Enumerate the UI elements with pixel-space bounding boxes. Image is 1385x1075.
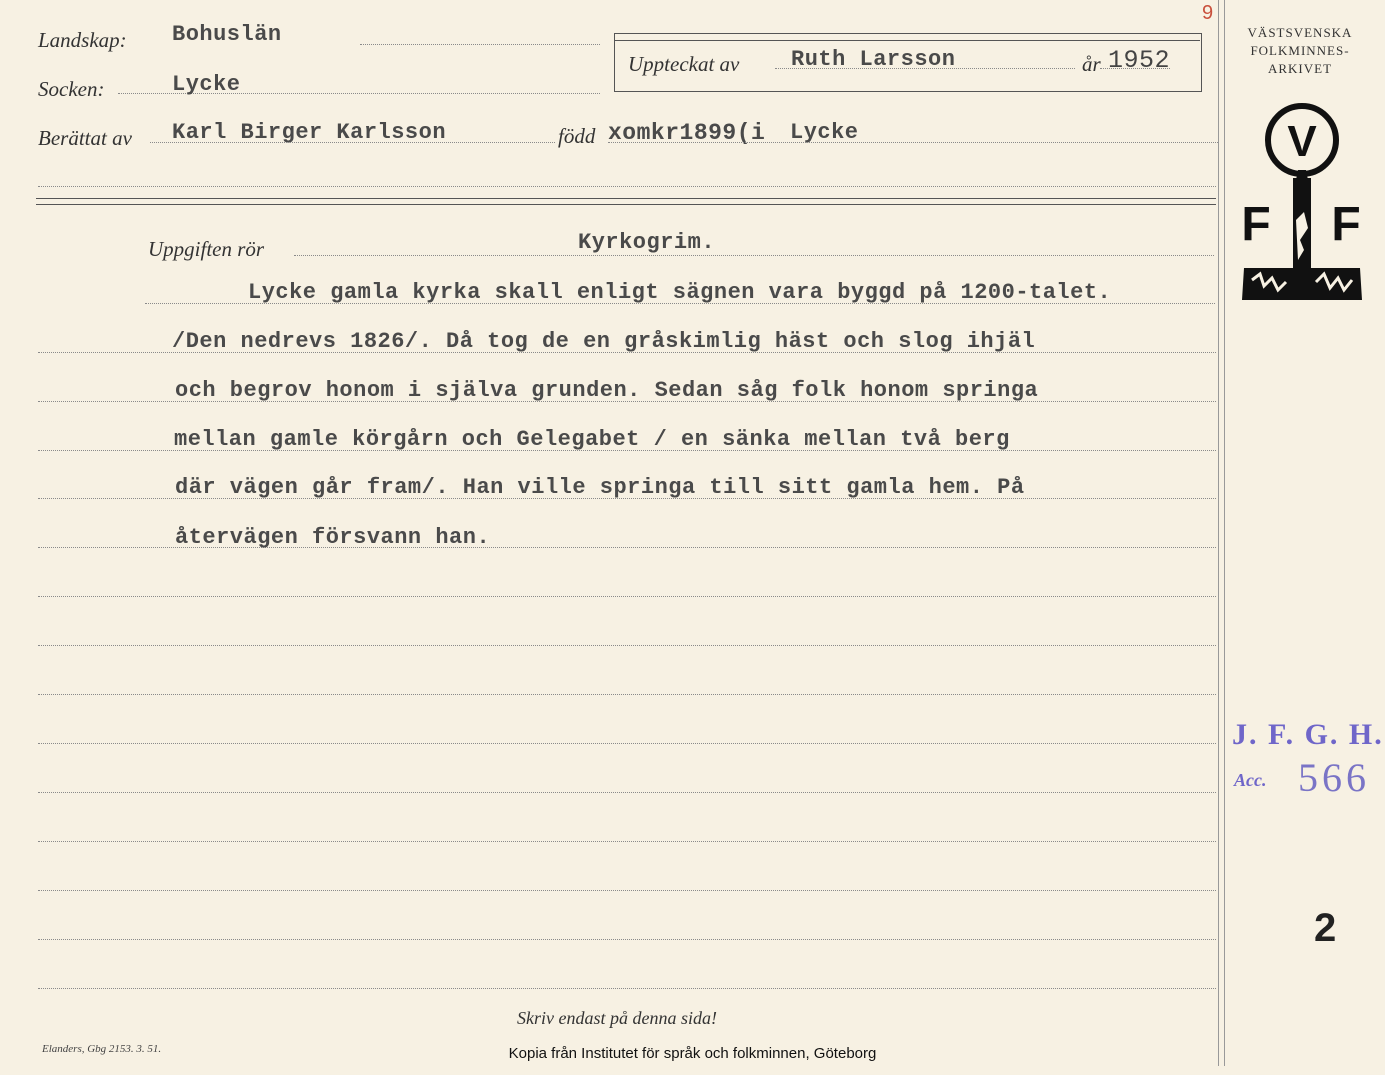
logo-letter-f-right: F — [1331, 198, 1361, 251]
page-number: 2 — [1314, 906, 1337, 950]
body-line-4: mellan gamle körgårn och Gelegabet / en sänka mellan två berg — [174, 427, 1010, 452]
corner-mark: 9 — [1202, 2, 1214, 24]
vff-logo-icon — [1238, 100, 1364, 310]
body-line-2: /Den nedrevs 1826/. Då tog de en gråskimlig häst och slog ihjäl — [172, 329, 1036, 354]
berattat-label: Berättat av — [38, 126, 132, 150]
uppteckat-label: Uppteckat av — [628, 52, 740, 76]
body-line-1: Lycke gamla kyrka skall enligt sägnen vara byggd på 1200-talet. — [248, 280, 1112, 305]
body-line-5: där vägen går fram/. Han ville springa till sitt gamla hem. På — [175, 475, 1025, 500]
berattat-value: Karl Birger Karlsson — [172, 120, 447, 145]
body-line-3: och begrov honom i själva grunden. Sedan såg folk honom springa — [175, 378, 1039, 403]
stamp-acc-label: Acc. — [1234, 770, 1267, 790]
socken-value: Lycke — [172, 72, 241, 97]
logo-letter-v: V — [1287, 117, 1317, 166]
stamp-acc-number: 566 — [1298, 755, 1370, 800]
ar-value: 1952 — [1108, 46, 1171, 75]
fodd-place: Lycke — [790, 120, 859, 145]
uppgiften-label: Uppgiften rör — [148, 237, 265, 261]
body-line-6: återvägen försvann han. — [175, 525, 491, 550]
fodd-label: född — [558, 124, 596, 148]
socken-label: Socken: — [38, 77, 105, 101]
landskap-value: Bohuslän — [172, 22, 282, 47]
copy-notice: Kopia från Institutet för språk och folkminnen, Göteborg — [508, 1045, 877, 1062]
ar-label: år — [1082, 52, 1101, 76]
stamp-initials: J. F. G. H. — [1232, 718, 1384, 751]
topic-value: Kyrkogrim. — [578, 230, 716, 255]
landskap-label: Landskap: — [38, 28, 127, 52]
logo-letter-f-left: F — [1241, 198, 1271, 251]
fodd-value: xomkr1899(i — [608, 120, 766, 146]
footer-instruction: Skriv endast på denna sida! — [517, 1008, 717, 1028]
printer-mark: Elanders, Gbg 2153. 3. 51. — [42, 1043, 162, 1055]
archive-name: VÄSTSVENSKA FOLKMINNES- ARKIVET — [1247, 25, 1353, 76]
uppteckat-value: Ruth Larsson — [791, 47, 956, 72]
